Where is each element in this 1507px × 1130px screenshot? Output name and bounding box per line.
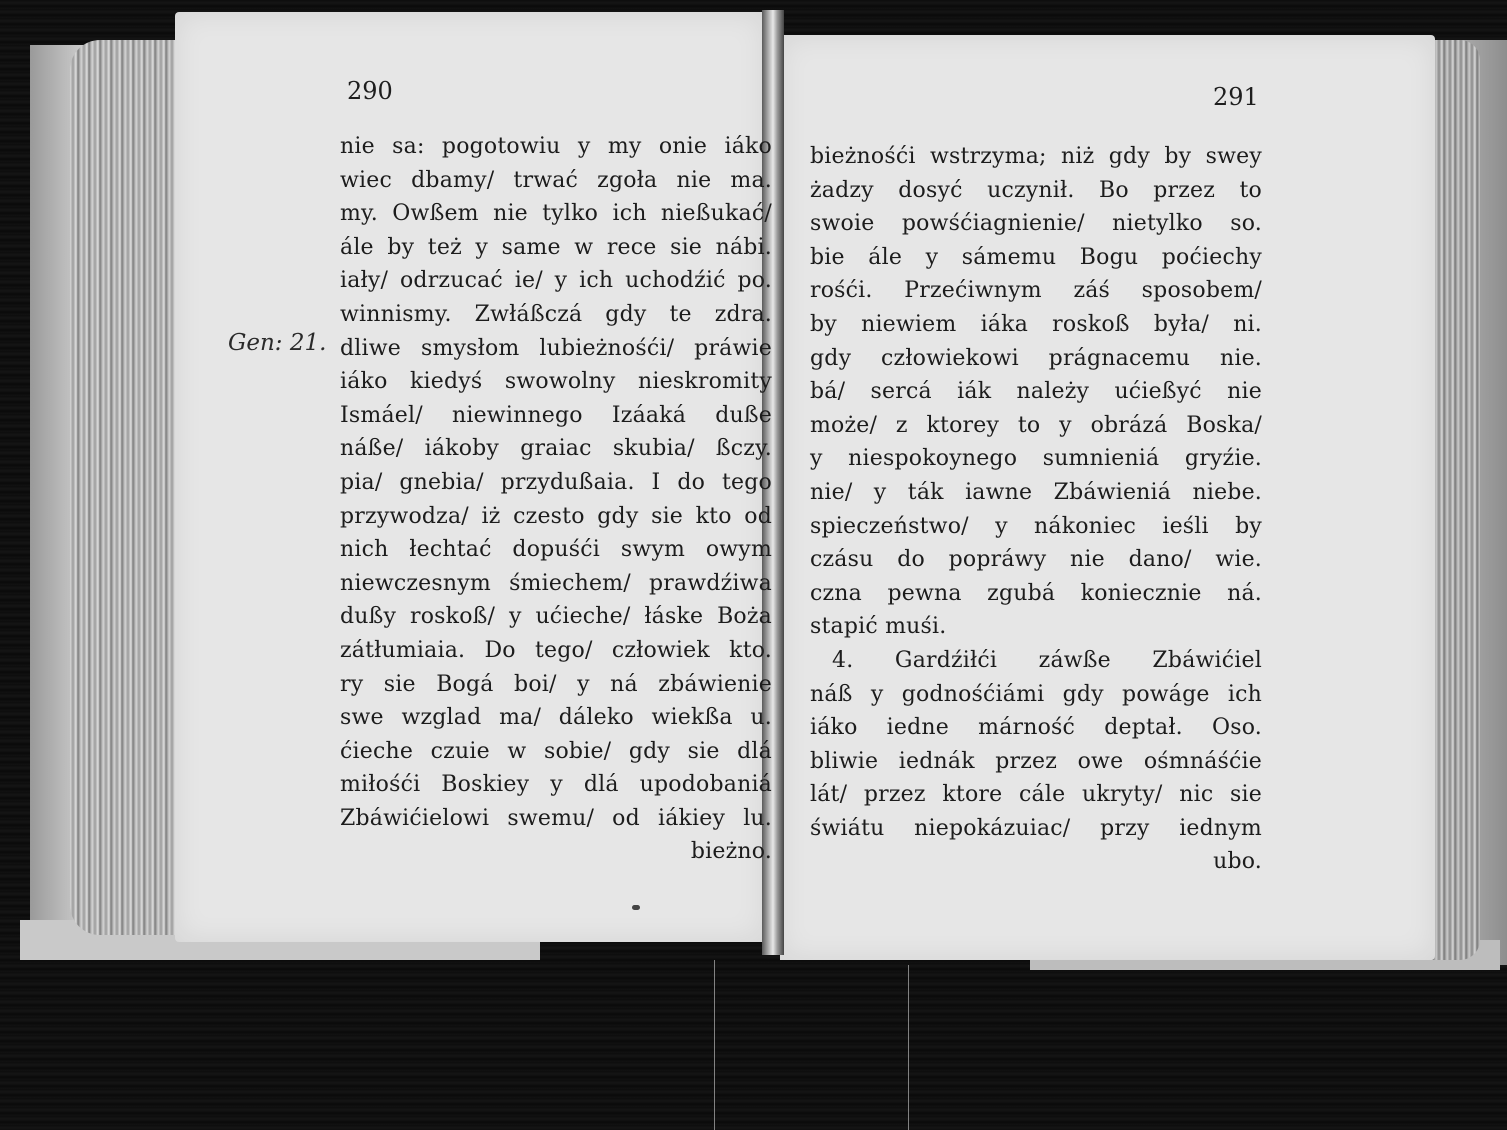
text-line: niewczesnym śmiechem/ prawdźiwa: [340, 570, 772, 596]
catchword: ubo.: [1213, 849, 1262, 875]
page-number-left: 290: [347, 77, 393, 105]
text-line: przywodza/ iż czesto gdy sie kto od: [340, 503, 772, 529]
text-line: iáko iedne márność deptał. Oso.: [810, 715, 1262, 741]
text-line: może/ z ktorey to y obrázá Boska/: [810, 412, 1262, 438]
text-line: swoie powśćiagnienie/ nietylko so.: [810, 211, 1262, 237]
text-line: náße/ iákoby graiac skubia/ ßczy.: [340, 436, 772, 462]
text-line: żadzy dosyć uczynił. Bo przez to: [810, 177, 1262, 203]
text-line: bá/ sercá iák należy ućießyć nie: [810, 379, 1262, 405]
text-line: bliwie iednák przez owe ośmnáśćie: [810, 748, 1262, 774]
catchword: bieżno.: [690, 839, 772, 865]
text-line: dliwe smysłom lubieżnośći/ práwie: [340, 335, 772, 361]
text-line: nich łechtać dopuśći swym owym: [340, 537, 772, 563]
ink-speck: [632, 905, 640, 910]
text-line: spieczeństwo/ y nákoniec ieśli by: [810, 513, 1262, 539]
text-line: iáko kiedyś swowolny nieskromity: [340, 369, 772, 395]
right-page-text: [810, 140, 1262, 879]
text-line: czásu do popráwy nie dano/ wie.: [810, 547, 1262, 573]
text-line: świátu niepokázuiac/ przy iednym: [810, 815, 1262, 841]
page-stack-left: [70, 40, 185, 935]
text-line: by niewiem iáka roskoß była/ ni.: [810, 311, 1262, 337]
text-line: Zbáwićielowi swemu/ od iákiey lu.: [340, 805, 772, 831]
left-page-text: [340, 130, 772, 869]
text-line: ry sie Bogá boi/ y ná zbáwienie: [340, 671, 772, 697]
text-line: miłośći Boskiey y dlá upodobaniá: [340, 772, 772, 798]
text-line: Ismáel/ niewinnego Izáaká duße: [340, 402, 772, 428]
page-number-right: 291: [1213, 83, 1259, 111]
text-line: dußy roskoß/ y ućieche/ łáske Boża: [340, 604, 772, 630]
text-line: pia/ gnebia/ przydußaia. I do tego: [340, 469, 772, 495]
text-line: náß y godnośćiámi gdy powáge ich: [810, 681, 1262, 707]
marginal-note: Gen: 21.: [228, 330, 327, 356]
text-line: winnismy. Zwłáßczá gdy te zdra.: [340, 301, 772, 327]
text-line: 4. Gardźiłći záwße Zbáwićiel: [832, 647, 1262, 673]
text-line: nie sa: pogotowiu y my onie iáko: [340, 134, 772, 159]
text-line: stapić muśi.: [810, 614, 947, 640]
text-line: czna pewna zgubá koniecznie ná.: [810, 580, 1262, 606]
text-line: zátłumiaia. Do tego/ człowiek kto.: [340, 637, 772, 663]
text-line: swe wzglad ma/ dáleko wiekßa u.: [340, 705, 772, 731]
text-line: nie/ y ták iawne Zbáwieniá niebe.: [810, 479, 1262, 505]
text-line: iały/ odrzucać ie/ y ich uchodźić po.: [340, 268, 772, 294]
text-line: bieżnośći wstrzyma; niż gdy by swey: [810, 144, 1262, 169]
text-line: wiec dbamy/ trwać zgoła nie ma.: [340, 167, 772, 193]
text-line: lát/ przez ktore cále ukryty/ nic sie: [810, 782, 1262, 808]
text-line: y niespokoynego sumnieniá gryźie.: [810, 446, 1262, 472]
text-line: rośći. Przećiwnym záś sposobem/: [810, 278, 1262, 304]
text-line: my. Owßem nie tylko ich nießukać/: [340, 201, 772, 227]
text-line: ćieche czuie w sobie/ gdy sie dlá: [340, 738, 772, 764]
text-line: ále by też y same w rece sie nábi.: [340, 234, 772, 260]
scan-artifact: [908, 965, 909, 1130]
scan-artifact: [714, 960, 715, 1130]
text-line: gdy człowiekowi prágnacemu nie.: [810, 345, 1262, 371]
text-line: bie ále y sámemu Bogu poćiechy: [810, 244, 1262, 270]
